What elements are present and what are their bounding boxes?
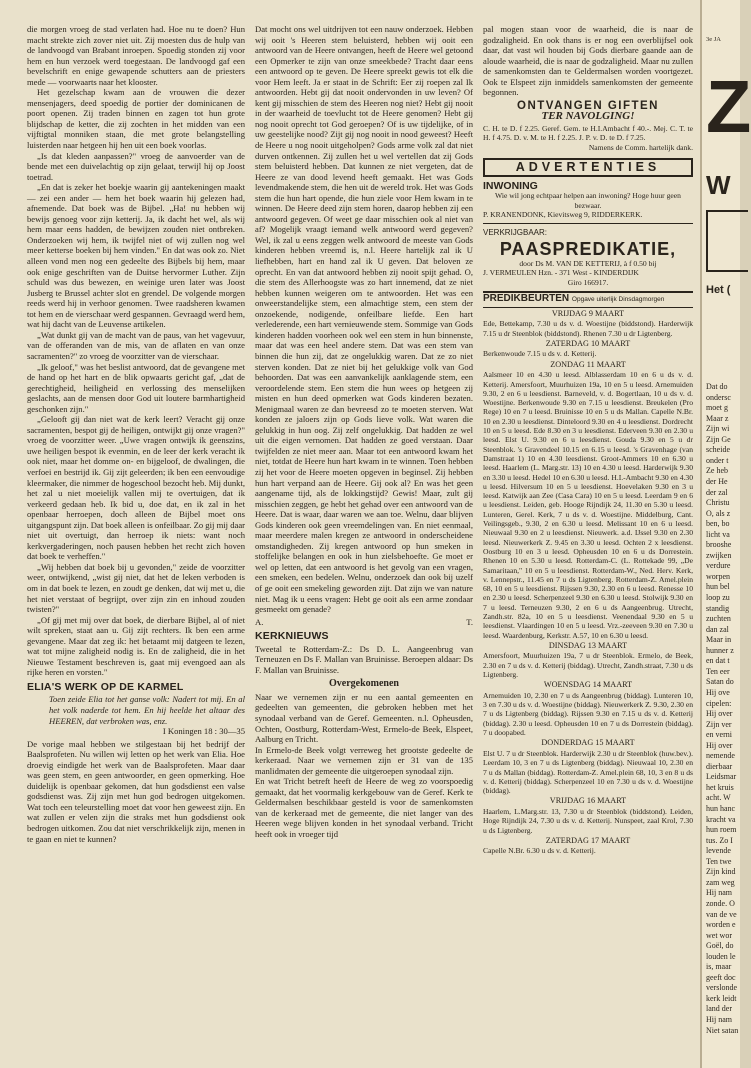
overgekomenen-text-3: En wat Tricht betreft heeft de Heere de weg zo voorspoedig gemaakt, dat het voormalig kerkgebouw van de Geref. Kerk te Geldermalsen beschikbaar gesteld is voor de samenkomsten van de kerkeraad met de gemeente, die niet langer van des Heeren wege blijven konden in het synodaal verband. Tricht heeft ook in vroeger tijd (255, 776, 473, 840)
day-heading: DINSDAG 13 MAART (548, 640, 628, 650)
elia-motto: Toen zeide Elia tot het ganse volk: Nadert tot mij. En al het volk naderde tot hem. En hij heelde het altaar des HEEREN, dat verbroken was, enz. (49, 694, 245, 726)
col1-para-8: „Wij hebben dat boek bij u gevonden," zeide de voorzitter weer, ontwijkend, „wist gij niet, dat het de leken verboden is om in dat boek te lezen, en zoudt ge denken, dat wij met u, die het niet verstaat of begrijpt, over zijn zin en inhoud zouden twisten?" (27, 561, 245, 615)
next-page-line: Ze heb (706, 466, 728, 476)
next-page-line: brooshe (706, 540, 732, 550)
next-page-line: is, maar (706, 962, 732, 972)
day-heading: WOENSDAG 14 MAART (543, 680, 633, 690)
next-page-line: het kruis (706, 782, 734, 792)
next-page-line: geeft doc (706, 972, 736, 982)
advertenties-banner: ADVERTENTIES (483, 158, 693, 177)
next-page-line: Satan do (706, 677, 734, 687)
next-page-line: worden e (706, 920, 736, 930)
next-page-line: levende (706, 846, 731, 856)
signature-a: A. (255, 616, 264, 627)
day-services: Haarlem, L.Marg.str. 13, 7.30 u dr Steenblok (biddstond). Leiden, Hoge Rijndijk 24, 7.30 u ds v. d. Ketterij. Nunspeet, zaal Krol, 7.30 u ds Ligtenberg. (483, 806, 693, 835)
kerknieuws-text: Tweetal te Rotterdam-Z.: Ds D. L. Aangeenbrug van Terneuzen en Ds F. Mallan van Bruinisse. Beroepen aldaar: Ds F. Mallan van Bruinisse. (255, 643, 473, 675)
next-page-line: Hij over (706, 709, 733, 719)
day-services: Capelle N.Br. 6.30 u ds v. d. Ketterij. (483, 846, 596, 856)
day-heading: ZATERDAG 10 MAART (545, 338, 631, 348)
next-page-line: Hij nam (706, 888, 732, 898)
next-page-line: zam weg (706, 877, 735, 887)
signature (255, 617, 473, 628)
next-page-line: zuchten (706, 614, 731, 624)
next-page-line: louden le (706, 951, 736, 961)
next-page-line: acht. W (706, 793, 731, 803)
next-page-line: Hij ove (706, 687, 730, 697)
next-page-line: licht va (706, 529, 730, 539)
next-page-line: verslonde (706, 983, 738, 993)
day-heading: ZONDAG 11 MAART (550, 359, 626, 369)
next-page-header: 3e JA (706, 36, 721, 43)
day-heading: VRIJDAG 9 MAART (551, 308, 625, 318)
next-page-line: tus. Zo I (706, 835, 733, 845)
next-page-line: worpen (706, 571, 730, 581)
verkrijgbaar-label: VERKRIJGBAAR: (483, 228, 548, 238)
next-page-line: hun bel (706, 582, 730, 592)
day-services: Ede, Bettekamp, 7.30 u ds v. d. Woestijne (biddstond). Harderwijk 7.15 u dr Steenblok (biddstond). Rhenen 7.30 u dr Ligtenberg. (483, 319, 693, 338)
paaspredikatie-seller: J. VERMEULEN Hzn. - 371 West - KINDERDIJK (483, 268, 639, 278)
next-page-masthead-letter: Z (706, 65, 751, 148)
next-page-line: dierbaar (706, 761, 733, 771)
day-heading: ZATERDAG 17 MAART (545, 835, 631, 845)
next-page-line: loop zu (706, 593, 730, 602)
elia-text: De vorige maal hebben we stilgestaan bij het bedrijf der Baalsprofeten. Nu willen wij letten op het werk van Elia. Hoe droevig eindigde het werk van de Baalsprofeten. Maar daar was geen stem, en geen antwoorder, en geen opmerking. Hoe duidelijk is openbaar gekomen, dat hun godsdienst een valse godsdienst was. Zij zijn met hun god bedrogen uitgekomen. Wat toch een teleurstelling moet dat voor hen geweest zijn. En wat zullen er velen zijn die straks met hun godsdienst ook bedrogen uitkomen. Zou dat niet verschrikkelijk zijn, menen in te gaan en niet te kunnen? (27, 738, 245, 844)
col1-para-4: „En dat is zeker het boekje waarin gij aantekeningen maakt — zei een ander — hem het boek waarin hij gelezen had, afnemende. Dat boek was de Bijbel. „Ha! nu hebben wij bewijs genoeg voor zijn ketterij. Ja, ik dacht het wel, als wij hem maar eens hadden, de bewijzen zouden niet ontbreken. Onderzoeken wij hem, ik twijfel niet of wij zullen nog wel meer ketterse boeken bij hem vinden." En dat was ook zo. Niet alleen vond men nog een gedeelte des Bijbels bij hem, maar ook enige geschriften van de Duitse hervormer Luther. Zijn schuld was dus bewezen, en weinige uren later was Joost Jusberg te Brussel achter slot en grendel. De volgende morgen reeds werd hij in verhoor genomen. Twee raadsheren kwamen tot hem en de vierschaar werd gespannen. Gevraagd werd hem, wat hij dacht van de Leuvense artikelen. (27, 182, 245, 330)
next-page-line: hunner z (706, 645, 734, 655)
paaspredikatie-author: door Ds M. VAN DE KETTERIJ, à f 0.50 bij (519, 259, 657, 268)
next-page-line: Maar in (706, 635, 732, 645)
column-1 (27, 24, 245, 1044)
next-page-line: en dat t (706, 656, 730, 666)
gifts-title: ONTVANGEN GIFTEN (517, 99, 659, 112)
elia-heading: ELIA'S WERK OP DE KARMEL (27, 680, 184, 693)
next-page-line: der zal (706, 487, 728, 497)
next-page-line: Christu (706, 498, 730, 508)
gifts-subtitle: TER NAVOLGING! (541, 110, 635, 123)
next-page-line: verdure (706, 561, 731, 571)
next-page-line: ben, bo (706, 519, 730, 529)
next-page-line: hun hanc (706, 804, 736, 813)
col1-para-6: „Ik geloof," was het beslist antwoord, dat de gevangene met de hand op het hart en de blik opwaarts gericht gaf, „dat de gerechtigheid, heiligheid en verlossing des menselijken geslachts, aan de mensen door God uit loutere barmhartigheid geschonken zijn." (27, 361, 245, 414)
col3-intro: pal mogen staan voor de waarheid, die is naar de godzaligheid. En ook thans is er nog een overblijfsel ook daar, dat vast wil houden bij Gods dierbare gaande aan de aloude waarheid, die is naar de godzaligheid. Maar nu zullen de samenkomsten dan te Geldermalsen worden voortgezet. Ook te Elspeet zijn inmiddels samenkomsten der gemeente begonnen. (483, 24, 693, 98)
day-heading: VRIJDAG 16 MAART (549, 796, 627, 806)
next-page-line: wet wor (706, 930, 732, 940)
col1-para-2: Het gezelschap kwam aan de vrouwen die dezer mensenjagers, deed spoedig de portier der dominicanen de poort openen. Zij traden binnen en zagen tot hun grote blijdschap de ketter, die zij zochten in het midden van een vijftigtal monniken staan, die met grote belangstelling luisterden naar hetgeen hij hen uit een boek voorlas. (27, 87, 245, 151)
signature-t: T. (466, 616, 473, 627)
next-page-edge (700, 0, 751, 1068)
day-heading: DONDERDAG 15 MAART (541, 738, 635, 748)
next-page-line: land der (706, 1004, 732, 1014)
next-page-line: Hij over (706, 740, 733, 750)
next-page-line: Hij nam (706, 1015, 732, 1024)
kerknieuws-heading: KERKNIEUWS (255, 630, 329, 643)
next-page-line: zonde. O (706, 898, 735, 908)
column-2 (255, 24, 473, 1044)
next-page-line: van de ve (706, 909, 737, 919)
predikbeurten-note: Opgave uiterlijk Dinsdagmorgen (571, 296, 665, 304)
day-services: Berkenwoude 7.15 u ds v. d. Ketterij. (483, 349, 597, 359)
next-page-line: Dat do (706, 382, 728, 391)
next-page-line: Niet satan (706, 1025, 739, 1035)
paaspredikatie-title: PAASPREDIKATIE, (499, 239, 677, 259)
day-services: Arnemuiden 10, 2.30 en 7 u ds Aangeenbrug (biddag). Lunteren 10, 3 en 7.30 u ds v. d. Woestijne (biddag). Nieuwerkerk Z. 9.30, 2.30 en 7 u ds Ligtenberg (biddag). Rijssen 9.30 en 7.15 u ds v. d. Ketterij (biddag). 2.30 u leesd. Opheusden 10 en 7 u ds Dorrestein (biddag). 7 u doopabed. (483, 690, 693, 738)
next-page-line: Zijn ver (706, 719, 732, 729)
next-page-w: W (706, 170, 731, 200)
col1-para-5: „Wat dunkt gij van de macht van de paus, van het vagevuur, van de offeranden van de mis, van de aflaten en van onze sacramenten?" zo vroeg de voorzitter van de vierschaar. (27, 329, 245, 361)
col1-para-9: „Of gij met mij over dat boek, de dierbare Bijbel, al of niet wilt spreken, staat aan u. Gij zijt rechters. Ik ben een arme gevangene. Maar dat zeg ik: het betaamt mij datgeen te lezen, wat tot mijne zaligheid nodig is. En de zaligheid, die in het Nieuwe Testament beschreven is, gaat mij evengoed aan als rijke heren en vorsten." (27, 614, 245, 678)
next-page-line: der He (706, 476, 728, 486)
next-page-line: Ten twe (706, 856, 732, 866)
column-3 (483, 24, 693, 1044)
day-services: Elst U. 7 u dr Steenblok. Harderwijk 2.30 u dr Steenblok (huw.bev.). Leerdam 10, 3 en 7 u ds Ligtenberg (biddag). Nieuwaal 10, 2.30 en 7 u ds Mallan (biddag). Rotterdam-Z. Amel.plein 68, 10, 3 en 8 u ds v. d. Ketterij (biddag). Scherpenzeel 10 en 7.30 u ds v. d. Woestijne (biddag). (483, 748, 693, 796)
inwoning-title: INWONING (483, 179, 538, 192)
next-page-line: Zijn kind (706, 867, 736, 877)
next-page-line: kerk leidt (706, 993, 737, 1003)
inwoning-text: Wie wil jong echtpaar helpen aan inwoning? Hoge huur geen bezwaar. (495, 191, 681, 210)
next-page-box (706, 210, 748, 272)
day-services: Aalsmeer 10 en 4.30 u leesd. Alblasserdam 10 en 6 u ds v. d. Ketterij. Amersfoort, Muurhuizen 19a, 10 en 5 u leesd. Arnemuiden 9.30, 2 en 6 u leesdienst. Barneveld, v. d. Bogertlaan, 10 u ds v. d. Woestijne. Berkenwoude 9.30 en 7.15 u leesdienst. Breukelen (Pro Rege) 10 en 7 u leesd. Bruinisse 10 en 5 u ds Mallan. Capelle N.Br. 10 en 2.30 u leesdienst. Dinteloord 9.30 en 4 u leesdienst. Dordrecht 10 en 5 u leesd. Ede 8.30 en 3 u leesdienst. Ederveen 9.30 en 2.30 u leesd. Elst U. 9.30 en 6 u leesdienst. Gouda 9.30 en 5 u dr Steenblok. 's Gravendeel 10.15 en 6.15 u leesd. 's Gravenhage (van Damstraat 1) 10 en 4.30 leesdienst. Groot-Ammers 10 en 6.30 u leesd. Haarlem (L. Marg.str. 13) 10 en 4.30 u leesd. Harderwijk 9.30 en 3.30 u leesd. Hedel 10 en 6.30 u leesd. H.I.-Ambacht 9.30 en 4.30 u leesd. Hilversum 10 en 5 u leesdienst. Hoevelaken 9.30 en 3 u leesd. Katwijk aan Zee (Casa Cara) 10 en 5 u leesd. Leerdam 9 en 6 u leesdienst. Leiden, geb. Hooge Rijndijk 24, 11.30 en 5.30 u leesd. Lunteren, Gerel. Kerk, 7 u ds v. d. Woestijne. Middelburg, Cant. Veilingsgeb., 9.30, 2 en 6.30 u leesd. Melissant 10 en 6 u leesd. Nieuwaal 9.30 en 2 u leesdienst. Nieuwerk. a.d. IJssel 9.30 en 2.30 leesd. Nieuwerkerk Z. 9.45 en 3.30 u leesd. Ochten 2 x leesdienst. Oostburg 10 en 3 u leesd. Opheusden 10 en 6 u ds Dorrestein. Rhenen 10 en 5.30 u leesd. Rotterdam-C. (L. Rottekade 99, „De Samaritaan," 10 en 5 u leesdienst. Rotterdam-W., Ned. Herv. Kerk, v. Lennepstr., 11.45 en 7 u ds Ligtenberg. Rotterdam-Z. Amel.plein 68, 10 en 5 u leesdienst. Rijssen 9.30, 2.30 en 6 u leesd. Renesse 10 en 2.30 u leesd. Scherpenzeel 9.30 en 6.30 u leesd. Stolwijk 9.30 en 7 u leesd. Terneuzen 9.30, 2 en 6 u ds Aangeenbrug. Utrecht, Zandh.str. 82a, 10 en 5 u leesdienst. Veenendaal 9.30 en 5 u leesdienst. Vlaardingen 10 en 5 u leesd. Vrz.-zeeveen 9.30 en 7.30 u leesd. Waardenburg, Kerkstr. A.57, 10 en 6.30 u leesd. (483, 370, 693, 640)
next-page-line: onder t (706, 455, 729, 465)
next-page-line: nemende (706, 751, 735, 761)
next-page-line: ondersc (706, 392, 731, 402)
next-page-line: dan zal (706, 624, 729, 634)
next-page-line: hun roem (706, 825, 737, 835)
overgekomenen-heading: Overgekomenen (329, 678, 399, 690)
next-page-line: O, als z (706, 508, 731, 518)
next-page-line: kracht va (706, 814, 736, 824)
col1-para-3: „Is dat kleden aanpassen?" vroeg de aanvoerder van de bende met een duivelachtig op zijn gelaat, terwijl hij op Joost toetrad. (27, 150, 245, 182)
col1-para-1: die morgen vroeg de stad verlaten had. Hoe nu te doen? Hun macht strekte zich zover niet uit. Zij moesten dus de hulp van de landvoogd van Brabant inroepen. Spoedig stonden zij voor hem en hun verzoek werd toegestaan. De landvoogd gaf een bevelschrift en enige gewapende schutters aan de priesters mede — voorwaarts naar het klooster. (27, 24, 245, 87)
next-page-heading: Het ( (706, 284, 731, 296)
inwoning-name: P. KRANENDONK, Kievitsweg 9, RIDDERKERK. (483, 210, 643, 220)
day-services: Amersfoort, Muurhuizen 19a, 7 u dr Steenblok. Ermelo, de Beek, 2.30 en 7 u ds v. d. Ketterij (biddag). Utrecht, Zandh.straat, 7.30 u ds Ligtenberg. (483, 651, 693, 680)
elia-motto-ref: I Koningen 18 : 30—35 (162, 726, 245, 737)
col1-para-7: „Gelooft gij dan niet wat de kerk leert? Veracht gij onze sacramenten, bespot gij de heiligen, ontwijkt gij onze vragen?" vroeg de voorzitter weer. „Uwe vragen ontwijk ik geenszins, uwe heiligen bespot ik evenmin, en de leer der kerk veracht ik ook niet, maar het domme on- en bijgeloof, de dwalingen, die verfoei en bestrijd ik. Gij zijt geleerden; ik ben een eenvoudige kleermaker, die nimmer de hogeschool bezocht heb. Mij dunkt, het zal u niet moeielijk vallen mij te overtuigen, dat ik verkeerd gedaan heb. Ik bid u, doe dat, en ik zal in het openbaar herroepen, doch alleen de Bijbel moet ons uitgangspunt zijn. Dat boek alleen is onfeilbaar. Zo gij mij daar niet uit overtuigt, dan herroep ik niets: want noch kerkvergaderingen, noch pausen hebben het recht zich hoven dat boek te verheffen." (27, 414, 245, 562)
overgekomenen-text-1: Naar we vernemen zijn er nu een aantal gemeenten en gedeelten van gemeenten, die gebroken hebben met het synodaal verband van de Geref. Gemeenten. n.l. Opheusden, Ochten, Oostburg, Rotterdam-West, Ermelo-de Beek, Elspeet, Aalburg en Tricht. (255, 691, 473, 745)
next-page-line: Zijn wi (706, 424, 730, 434)
gifts-text: C. H. te D. f 2.25. Geref. Gem. te H.I.Ambacht f 40.-. Mej. C. T. te H. f 4.75. D. v. M. te H. f 2.25. J. P. v. D. te D. f 7.25. (483, 123, 693, 143)
next-page-line: standig (706, 603, 730, 613)
next-page-line: Maar z (706, 413, 729, 423)
gifts-sign: Namens de Comm. hartelijk dank. (588, 142, 693, 152)
next-page-line: Zijn Ge (706, 434, 731, 444)
paaspredikatie-giro: Giro 166917. (567, 277, 609, 287)
meditation-text: Dat mocht ons wel uitdrijven tot een nauw onderzoek. Hebben wij ooit 's Heeren stem beluisterd, hebben wij ooit een antwoord van de Heere ontvangen, heeft de Heere wel getoond een Opmerker te zijn van onze smeekbede? Tracht daar eens een antwoord op te geven. De Heere spreekt gewis tot elk die voor Hem leeft. Ja er staat in de Schrift: Eer zij roepen zal Ik antwoorden. Hebt gij dat nooit ondervonden in uw leven? Of kent gij misschien de stem des Heeren nog niet? Hebt gij nooit in der waarheid de toevlucht tot de Heere genomen? Hebt gij nog nooit oprecht tot God geroepen? Of is uw tijdelijke, of in uw geestelijke nood? Zijt gij nog nooit in nood geweest? Heeft de Heere u nog nooit uitgeholpen? Gods arme volk zal dat niet durven ontkennen. Zij zullen het u wel vertellen dat zij Gods stem beluisterd hebben. Dat kunnen ze niet vergeten, dat de Heere ze van dood levend heeft gemaakt. Het was Gods levendmakende stem, die hen uit de wereld trok. Het was Gods stem die hun hart opende, die hun ziele voor Hem kwam in te winnen. De Heere deed zijn stem horen, daarop hebben zij een antwoord gegeven. Of weet ge daar misschien ook al niet van af? Mogelijk vraagt iemand welk antwoord werd gegeven? Wel, ik zal u eens zeggen welk antwoord de meeste van Gods kinderen hebben vreemd is, n.l. Heere hartelijk zal ik U liefhebben, hart en hand zal ik U geven. Dat beloven ze oprecht. En van dat antwoord hebben zij nooit spijt gehad. O, die stem des Allerhoogste was zo hart innemend, dat ze niet hebben kunnen weigeren om te antwoorden. Het was een onweerstandelijke stem, een almachtige stem, een stem der onzoekende, nodigende, onfeilbare liefde. Een hart verlederende, een hart vernieuwende stem. Sommige van Gods kinderen hadden voorheen ook wel een stem in hun binnenste, maar dat was een heel andere stem. Dat was een stem van binnen die hun zij, dat ze ongelukkig waren. Dat ze zo niet sterven konden. Dat ze niet bij het gelukkige volk van God behoorden. Dat was een aanvankelijk aanklagende stem, een veroordelende stem. Een stem die hun wees op hetgeen zij misten en hun deed opmerken wat Gods kinderen bezaten. Menigmaal waren ze dan bevreesd zo te moeten sterven. Wat konden ze jaloers zijn op Gods lieve volk. Wat waren die gelukkig in hun oog. Zij zelf ongelukkig. Dat hadden ze wel uit die eigen vernomen. Dat hadden ze goed verstaan. Daar twijfelden ze niet meer aan. Maar tot een antwoord kwam het niet, totdat de Heere hun hart kwam in te winnen. Toen hebben zij het voor de Heere moeten opgeven in beginsel. Zij hebben hun hart verpand aan de Heere. Gij ook al? En was het geen aangename tijd, als de lokkingstijd? Gewis! Maar, zult gij misschien zeggen, ge hebt het gehad over een antwoord van de Heere. Dat is waar, daar waren we aan toe. Welnu, daar blijven Gods kinderen ook geen vreemdelingen van. En niet eenmaal, maar meerdere malen kregen ze antwoord in onderscheidene omstandigheden. Zij kregen antwoord op hun smeken in stoffelijke belangen en ook in hun zielsbehoefte. Ge moet er wel op letten, dat een antwoord is het gevolg van een vragen, een smeken, een bedelen. Welnu, onderzoek dan ook bij uzelf of ge ooit een smekeling geworden zijt. Dat zijn we van nature niet. Mag ik u eens vragen: Hebt ge ooit als een arme zondaar gesmeekt om genade? (255, 24, 473, 615)
next-page-line: moet g (706, 403, 728, 413)
next-page-line: Goël, do (706, 941, 734, 951)
next-page-line: cipelen: (706, 698, 732, 708)
next-page-line: zwijken (706, 550, 732, 560)
next-page-line: scheide (706, 445, 730, 455)
next-page-line: Leidsmar (706, 772, 737, 782)
predikbeurten-header (483, 291, 693, 308)
next-page-line: en verni (706, 730, 732, 740)
overgekomenen-text-2: In Ermelo-de Beek volgt verreweg het grootste gedeelte de kerkeraad. Naar we vernemen zijn er 31 van de 135 manlidmaten der gemeente die uitgeroepen synodaal zijn. (255, 744, 473, 776)
predikbeurten-title: PREDIKBEURTEN (483, 293, 570, 305)
next-page-line: Ten eer (706, 666, 730, 676)
divider (483, 223, 693, 224)
